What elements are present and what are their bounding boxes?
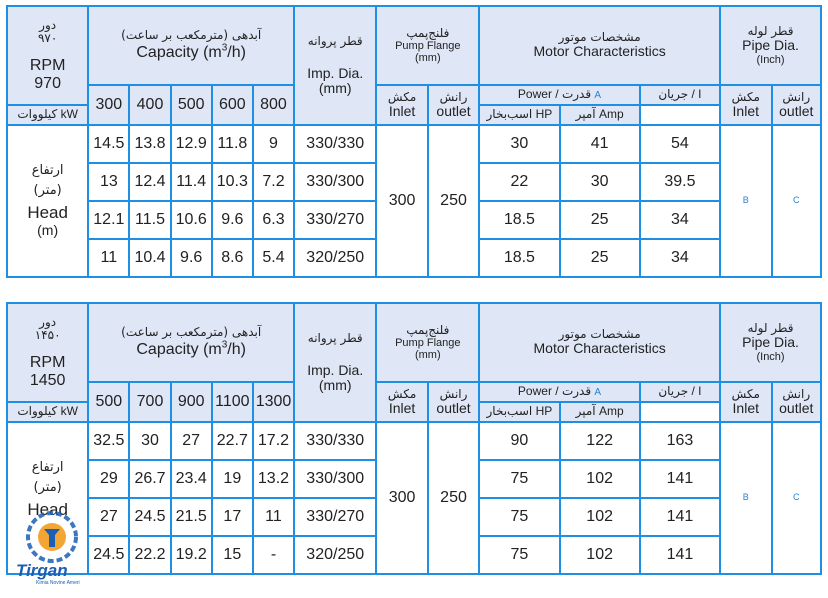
impeller-diameter-value: 320/250: [294, 239, 376, 277]
pump-table-970: [6, 5, 822, 278]
pipe-inlet-value: B: [720, 125, 771, 277]
head-value: 17: [212, 498, 253, 536]
head-value: 10.4: [129, 239, 170, 277]
capacity-value: 800: [253, 85, 294, 125]
flange-outlet-header: رانش outlet: [428, 382, 479, 422]
impeller-diameter-value: 330/300: [294, 163, 376, 201]
head-value: 17.2: [253, 422, 294, 460]
head-value: 19: [212, 460, 253, 498]
head-value: 14.5: [88, 125, 129, 163]
head-value: 11.5: [129, 201, 170, 239]
head-value: 10.3: [212, 163, 253, 201]
pipe-inlet-header: مکش Inlet: [720, 382, 771, 422]
logo-tagline: Kimia Novine Ameri: [36, 580, 80, 586]
head-value: 10.6: [171, 201, 212, 239]
hp-value: 25: [560, 201, 640, 239]
kw-value: 75: [479, 460, 559, 498]
amp-value: 54: [640, 125, 720, 163]
table-row: [7, 422, 821, 460]
kw-value: 18.5: [479, 201, 559, 239]
pipe-diameter-header: قطر لوله Pipe Dia. (Inch): [720, 303, 821, 382]
impeller-diameter-value: 330/330: [294, 125, 376, 163]
head-label: ارتفاع (متر) Head (m): [7, 125, 88, 277]
head-value: 11: [88, 239, 129, 277]
table-row: [7, 125, 821, 163]
amp-value: 141: [640, 498, 720, 536]
flange-inlet-header: مکش Inlet: [376, 382, 427, 422]
capacity-value: 600: [212, 85, 253, 125]
flange-outlet-header: رانش outlet: [428, 85, 479, 125]
head-value: 12.1: [88, 201, 129, 239]
head-value: 9.6: [171, 239, 212, 277]
head-value: 22.2: [129, 536, 170, 574]
head-value: 12.4: [129, 163, 170, 201]
rpm-header: دور ۹۷۰ RPM 970: [7, 6, 88, 105]
head-value: 27: [171, 422, 212, 460]
head-value: 7.2: [253, 163, 294, 201]
flange-outlet-value: 250: [428, 422, 479, 574]
amp-value: 141: [640, 536, 720, 574]
head-value: 15: [212, 536, 253, 574]
head-value: 11.8: [212, 125, 253, 163]
pump-table-1450: [6, 302, 822, 575]
head-value: 26.7: [129, 460, 170, 498]
capacity-value: 900: [171, 382, 212, 422]
impeller-diameter-header: قطر پروانه Imp. Dia. (mm): [294, 303, 376, 422]
head-value: 13: [88, 163, 129, 201]
head-value: 8.6: [212, 239, 253, 277]
capacity-value: 500: [88, 382, 129, 422]
hp-header: اسب‌بخار HP: [479, 402, 559, 422]
head-value: -: [253, 536, 294, 574]
head-value: 6.3: [253, 201, 294, 239]
head-value: 13.8: [129, 125, 170, 163]
head-value: 29: [88, 460, 129, 498]
impeller-diameter-value: 330/300: [294, 460, 376, 498]
flange-inlet-value: 300: [376, 125, 427, 277]
power-header: Power / قدرت A: [479, 382, 640, 402]
amp-value: 34: [640, 201, 720, 239]
pipe-outlet-value: C: [772, 125, 822, 277]
current-header: جریان / I: [640, 85, 720, 105]
hp-value: 41: [560, 125, 640, 163]
impeller-diameter-value: 330/330: [294, 422, 376, 460]
head-value: 30: [129, 422, 170, 460]
impeller-diameter-value: 330/270: [294, 498, 376, 536]
capacity-header: آبدهی (مترمکعب بر ساعت) Capacity $(m^3/h)$: [88, 6, 294, 85]
amp-value: 34: [640, 239, 720, 277]
motor-characteristics-header: مشخصات موتور Motor Characteristics: [479, 303, 720, 382]
flange-outlet-value: 250: [428, 125, 479, 277]
amp-value: 163: [640, 422, 720, 460]
pipe-diameter-header: قطر لوله Pipe Dia. (Inch): [720, 6, 821, 85]
head-value: 32.5: [88, 422, 129, 460]
kw-header: کیلووات kW: [7, 105, 88, 125]
pipe-inlet-header: مکش Inlet: [720, 85, 771, 125]
amp-value: 39.5: [640, 163, 720, 201]
kw-value: 90: [479, 422, 559, 460]
head-value: 21.5: [171, 498, 212, 536]
hp-value: 102: [560, 460, 640, 498]
pipe-outlet-header: رانش outlet: [772, 85, 822, 125]
kw-value: 75: [479, 498, 559, 536]
pipe-outlet-value: C: [772, 422, 822, 574]
head-value: 19.2: [171, 536, 212, 574]
head-value: 9.6: [212, 201, 253, 239]
capacity-value: 500: [171, 85, 212, 125]
impeller-diameter-header: قطر پروانه Imp. Dia. (mm): [294, 6, 376, 125]
kw-header: کیلووات kW: [7, 402, 88, 422]
amp-header: آمپر Amp: [560, 105, 640, 125]
flange-inlet-value: 300: [376, 422, 427, 574]
impeller-diameter-value: 330/270: [294, 201, 376, 239]
hp-value: 102: [560, 536, 640, 574]
head-label: ارتفاع (متر) Head: [7, 422, 88, 574]
kw-value: 30: [479, 125, 559, 163]
head-value: 9: [253, 125, 294, 163]
head-value: 11: [253, 498, 294, 536]
hp-value: 30: [560, 163, 640, 201]
capacity-header: آبدهی (مترمکعب بر ساعت) Capacity $(m^3/h)$: [88, 303, 294, 382]
head-value: 12.9: [171, 125, 212, 163]
pipe-inlet-value: B: [720, 422, 771, 574]
amp-header: آمپر Amp: [560, 402, 640, 422]
capacity-value: 300: [88, 85, 129, 125]
capacity-value: 1100: [212, 382, 253, 422]
hp-value: 25: [560, 239, 640, 277]
hp-value: 122: [560, 422, 640, 460]
power-header: Power / قدرت A: [479, 85, 640, 105]
head-value: 11.4: [171, 163, 212, 201]
hp-value: 102: [560, 498, 640, 536]
impeller-diameter-value: 320/250: [294, 536, 376, 574]
kw-value: 22: [479, 163, 559, 201]
head-value: 13.2: [253, 460, 294, 498]
head-value: 23.4: [171, 460, 212, 498]
head-value: 24.5: [88, 536, 129, 574]
amp-value: 141: [640, 460, 720, 498]
flange-inlet-header: مکش Inlet: [376, 85, 427, 125]
head-value: 22.7: [212, 422, 253, 460]
kw-value: 18.5: [479, 239, 559, 277]
kw-value: 75: [479, 536, 559, 574]
capacity-value: 700: [129, 382, 170, 422]
head-value: 24.5: [129, 498, 170, 536]
hp-header: اسب‌بخار HP: [479, 105, 559, 125]
motor-characteristics-header: مشخصات موتور Motor Characteristics: [479, 6, 720, 85]
capacity-value: 1300: [253, 382, 294, 422]
pipe-outlet-header: رانش outlet: [772, 382, 822, 422]
head-value: 5.4: [253, 239, 294, 277]
current-header: جریان / I: [640, 382, 720, 402]
rpm-header: دور ۱۴۵۰ RPM 1450: [7, 303, 88, 402]
pump-flange-header: فلنج‌پمپ Pump Flange (mm): [376, 303, 479, 382]
pump-flange-header: فلنج‌پمپ Pump Flange (mm): [376, 6, 479, 85]
capacity-value: 400: [129, 85, 170, 125]
head-value: 27: [88, 498, 129, 536]
logo-wordmark: Tirgan: [16, 561, 68, 580]
